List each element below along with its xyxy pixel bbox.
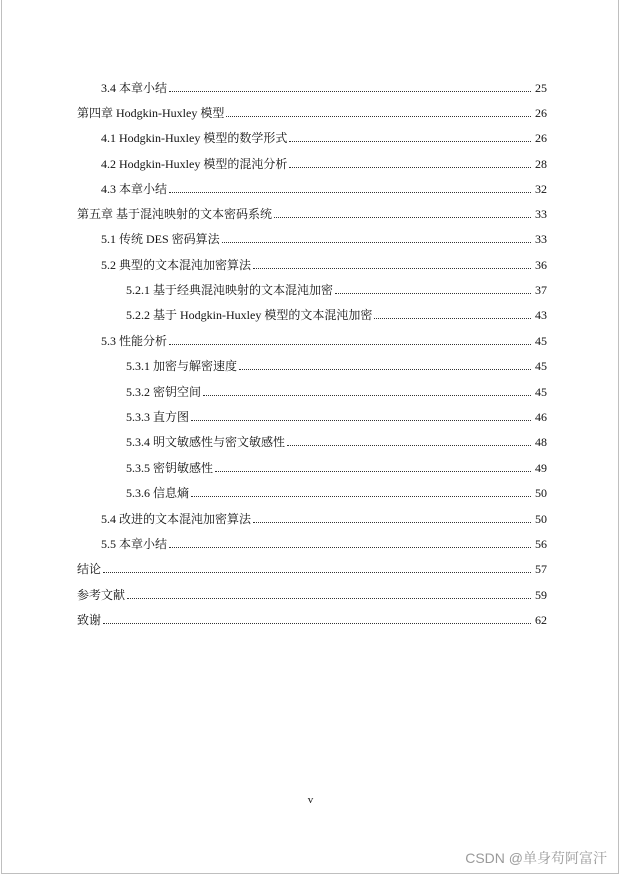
- toc-entry-page: 50: [535, 512, 547, 526]
- toc-entry-chapter-4[interactable]: [77, 104, 547, 120]
- toc-entry-4-2[interactable]: [101, 155, 547, 171]
- toc-entry-title: 5.2.2 基于 Hodgkin-Huxley 模型的文本混沌加密: [126, 308, 373, 322]
- toc-entry-conclusion[interactable]: [77, 560, 547, 576]
- toc-entry-title: 5.1 传统 DES 密码算法: [101, 232, 220, 246]
- toc-entry-5-3-2[interactable]: [126, 383, 547, 399]
- toc-entry-title: 5.3.5 密钥敏感性: [126, 461, 214, 475]
- toc-leader-dots: [239, 368, 531, 370]
- toc-entry-references[interactable]: [77, 586, 547, 602]
- toc-leader-dots: [103, 622, 531, 624]
- toc-entry-page: 62: [535, 613, 547, 627]
- toc-leader-dots: [374, 317, 531, 319]
- toc-leader-dots: [289, 166, 531, 168]
- toc-leader-dots: [169, 90, 531, 92]
- toc-entry-page: 33: [535, 232, 547, 246]
- toc-leader-dots: [274, 216, 531, 218]
- toc-leader-dots: [169, 546, 531, 548]
- toc-entry-title: 5.3.2 密钥空间: [126, 385, 202, 399]
- toc-entry-title: 参考文献: [77, 588, 126, 602]
- toc-leader-dots: [253, 521, 531, 523]
- toc-leader-dots: [287, 444, 531, 446]
- toc-entry-title: 4.3 本章小结: [101, 182, 168, 196]
- toc-entry-title: 5.5 本章小结: [101, 537, 168, 551]
- toc-entry-page: 37: [535, 283, 547, 297]
- toc-entry-page: 26: [535, 106, 547, 120]
- toc-leader-dots: [169, 343, 531, 345]
- toc-entry-page: 25: [535, 81, 547, 95]
- toc-entry-title: 5.4 改进的文本混沌加密算法: [101, 512, 252, 526]
- toc-entry-3-4[interactable]: [101, 79, 547, 95]
- toc-entry-page: 45: [535, 359, 547, 373]
- toc-entry-page: 48: [535, 435, 547, 449]
- toc-leader-dots: [335, 292, 531, 294]
- toc-leader-dots: [191, 419, 531, 421]
- toc-entry-5-2[interactable]: [101, 256, 547, 272]
- toc-entry-page: 33: [535, 207, 547, 221]
- toc-entry-title: 第五章 基于混沌映射的文本密码系统: [77, 207, 273, 221]
- toc-entry-5-3-5[interactable]: [126, 459, 547, 475]
- toc-leader-dots: [203, 394, 531, 396]
- toc-entry-4-3[interactable]: [101, 180, 547, 196]
- toc-leader-dots: [103, 571, 531, 573]
- toc-entry-page: 49: [535, 461, 547, 475]
- toc-entry-chapter-5[interactable]: [77, 205, 547, 221]
- toc-entry-title: 5.3.6 信息熵: [126, 486, 190, 500]
- toc-entry-title: 3.4 本章小结: [101, 81, 168, 95]
- toc-entry-title: 5.3.4 明文敏感性与密文敏感性: [126, 435, 286, 449]
- toc-entry-title: 5.3 性能分析: [101, 334, 168, 348]
- toc-entry-title: 5.3.3 直方图: [126, 410, 190, 424]
- toc-entry-title: 5.2 典型的文本混沌加密算法: [101, 258, 252, 272]
- toc-leader-dots: [127, 597, 531, 599]
- toc-entry-page: 43: [535, 308, 547, 322]
- toc-leader-dots: [289, 140, 531, 142]
- toc-leader-dots: [226, 115, 531, 117]
- toc-entry-page: 32: [535, 182, 547, 196]
- toc-leader-dots: [191, 495, 531, 497]
- toc-entry-title: 结论: [77, 562, 102, 576]
- toc-entry-5-3-6[interactable]: [126, 484, 547, 500]
- toc-entry-page: 59: [535, 588, 547, 602]
- toc-entry-5-3-1[interactable]: [126, 357, 547, 373]
- csdn-watermark: CSDN @单身苟阿富汗: [465, 850, 607, 866]
- toc-entry-page: 45: [535, 385, 547, 399]
- toc-entry-5-3[interactable]: [101, 332, 547, 348]
- toc-entry-5-5[interactable]: [101, 535, 547, 551]
- toc-entry-title: 5.3.1 加密与解密速度: [126, 359, 238, 373]
- toc-entry-page: 46: [535, 410, 547, 424]
- toc-entry-title: 致谢: [77, 613, 102, 627]
- toc-entry-5-2-2[interactable]: [126, 306, 547, 322]
- toc-entry-5-3-4[interactable]: [126, 433, 547, 449]
- toc-entry-title: 4.2 Hodgkin-Huxley 模型的混沌分析: [101, 157, 288, 171]
- toc-leader-dots: [253, 267, 531, 269]
- toc-leader-dots: [215, 470, 531, 472]
- toc-entry-5-4[interactable]: [101, 510, 547, 526]
- toc-entry-5-2-1[interactable]: [126, 281, 547, 297]
- toc-entry-5-3-3[interactable]: [126, 408, 547, 424]
- toc-entry-title: 5.2.1 基于经典混沌映射的文本混沌加密: [126, 283, 334, 297]
- toc-entry-title: 4.1 Hodgkin-Huxley 模型的数学形式: [101, 131, 288, 145]
- toc-entry-title: 第四章 Hodgkin-Huxley 模型: [77, 106, 225, 120]
- toc-leader-dots: [222, 241, 531, 243]
- toc-entry-acknowledgements[interactable]: [77, 611, 547, 627]
- toc-entry-page: 57: [535, 562, 547, 576]
- toc-entry-page: 36: [535, 258, 547, 272]
- toc-entry-page: 50: [535, 486, 547, 500]
- toc-leader-dots: [169, 191, 531, 193]
- toc-entry-page: 26: [535, 131, 547, 145]
- toc-entry-page: 28: [535, 157, 547, 171]
- toc-entry-page: 45: [535, 334, 547, 348]
- toc-entry-4-1[interactable]: [101, 129, 547, 145]
- toc-entry-page: 56: [535, 537, 547, 551]
- page-number: v: [307, 794, 314, 806]
- toc-entry-5-1[interactable]: [101, 230, 547, 246]
